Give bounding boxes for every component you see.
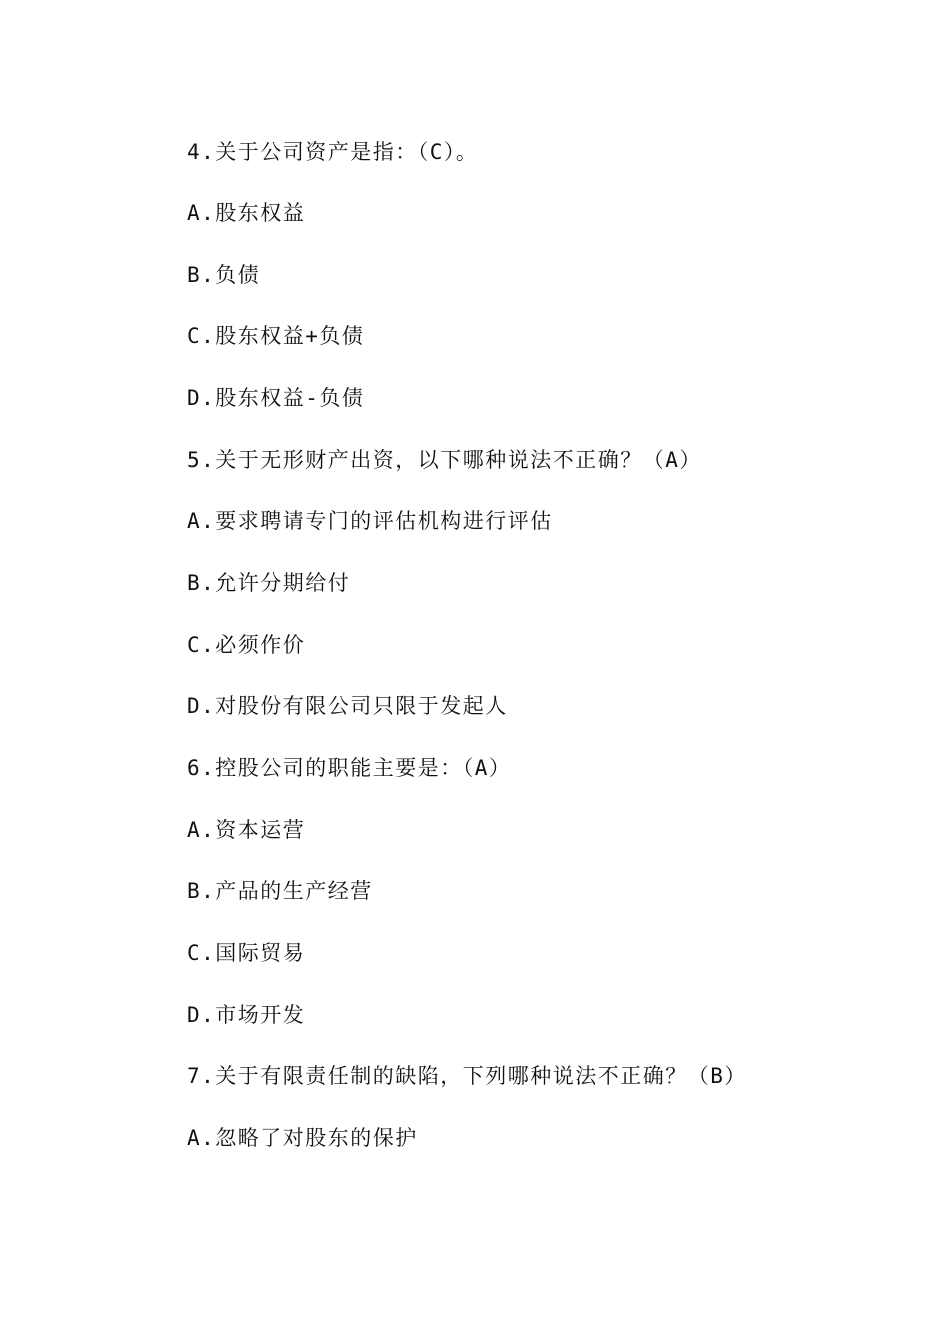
question-4: 4.关于公司资产是指：（C）。 (187, 140, 479, 164)
question-6-option-d: D.市场开发 (187, 1003, 306, 1027)
question-4-option-a: A.股东权益 (187, 201, 306, 225)
question-5-option-a: A.要求聘请专门的评估机构进行评估 (187, 509, 553, 533)
question-4-option-d: D.股东权益-负债 (187, 386, 365, 410)
question-6: 6.控股公司的职能主要是：（A） (187, 756, 512, 780)
question-5-option-b: B.允许分期给付 (187, 571, 351, 595)
question-4-option-b: B.负债 (187, 263, 261, 287)
question-5-option-d: D.对股份有限公司只限于发起人 (187, 694, 508, 718)
question-4-option-c: C.股东权益+负债 (187, 324, 365, 348)
question-7-option-a: A.忽略了对股东的保护 (187, 1126, 418, 1150)
question-6-option-a: A.资本运营 (187, 818, 306, 842)
question-6-option-c: C.国际贸易 (187, 941, 306, 965)
question-7: 7.关于有限责任制的缺陷，下列哪种说法不正确？（B） (187, 1064, 747, 1088)
question-6-option-b: B.产品的生产经营 (187, 879, 373, 903)
question-5: 5.关于无形财产出资，以下哪种说法不正确？（A） (187, 448, 702, 472)
question-5-option-c: C.必须作价 (187, 633, 306, 657)
